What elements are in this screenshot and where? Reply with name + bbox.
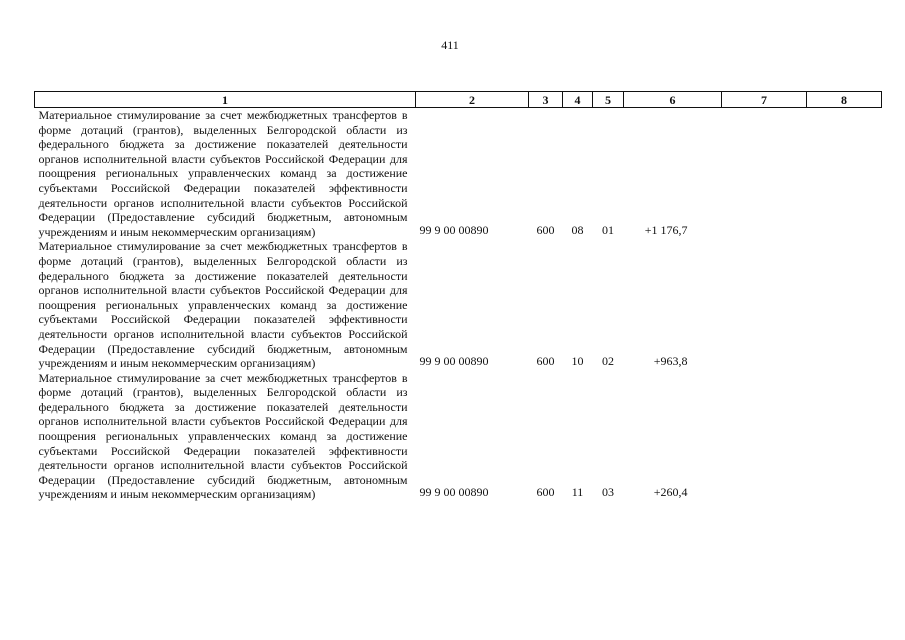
row-col3: 600: [536, 485, 555, 500]
header-row: [35, 92, 882, 108]
column-header-1: 1: [35, 92, 416, 108]
row-code: 99 9 00 00890: [419, 222, 489, 237]
column-header-5: 5: [593, 92, 624, 108]
row-col8: [807, 371, 882, 502]
column-header-7: 7: [722, 92, 807, 108]
page-number: 411: [441, 38, 459, 52]
row-col8: [807, 108, 882, 240]
table-row: [35, 108, 882, 240]
row-col8: [807, 239, 882, 370]
row-col7: [722, 239, 807, 370]
row-description: Материальное стимулирование за счет межбюджетных трансфертов в форме дотаций (грантов), выделенных Белгородской области из федерального бюджета за достижение показателей деятельности органов исполнительной власти субъектов Российской Федерации для поощрения региональных управленческих команд за достижение субъектами Российской Федерации показателей эффективности деятельности органов исполнительной власти субъектов Российской Федерации (Предоставление субсидий бюджетным, автономным учреждениям и иным некоммерческим организациям): [38, 239, 408, 371]
row-code: 99 9 00 00890: [419, 485, 489, 500]
budget-table: [34, 91, 882, 502]
row-col4: 10: [571, 354, 584, 369]
column-header-4: 4: [563, 92, 593, 108]
row-col5: 01: [602, 222, 614, 237]
row-description: Материальное стимулирование за счет межбюджетных трансфертов в форме дотаций (грантов), выделенных Белгородской области из федерального бюджета за достижение показателей деятельности органов исполнительной власти субъектов Российской Федерации для поощрения региональных управленческих команд за достижение субъектами Российской Федерации показателей эффективности деятельности органов исполнительной власти субъектов Российской Федерации (Предоставление субсидий бюджетным, автономным учреждениям и иным некоммерческим организациям): [38, 108, 408, 239]
row-amount: +963,8: [653, 354, 688, 369]
row-description: Материальное стимулирование за счет межбюджетных трансфертов в форме дотаций (грантов), выделенных Белгородской области из федерального бюджета за достижение показателей деятельности органов исполнительной власти субъектов Российской Федерации для поощрения региональных управленческих команд за достижение субъектами Российской Федерации показателей эффективности деятельности органов исполнительной власти субъектов Российской Федерации (Предоставление субсидий бюджетным, автономным учреждениям и иным некоммерческим организациям): [38, 370, 408, 502]
table-row: [35, 239, 882, 370]
row-code: 99 9 00 00890: [419, 354, 489, 369]
column-header-2: 2: [416, 92, 529, 108]
column-header-6: 6: [624, 92, 722, 108]
row-col4: 11: [571, 485, 584, 500]
table-row: [35, 371, 882, 502]
row-col3: 600: [536, 354, 555, 369]
row-col7: [722, 108, 807, 240]
row-amount: +260,4: [653, 485, 688, 500]
row-col5: 02: [602, 354, 614, 369]
row-col4: 08: [571, 222, 584, 237]
column-header-8: 8: [807, 92, 882, 108]
table-header: [35, 92, 882, 108]
row-col5: 03: [602, 485, 614, 500]
row-col3: 600: [536, 222, 555, 237]
row-amount: +1 176,7: [644, 222, 688, 237]
column-header-3: 3: [529, 92, 563, 108]
row-col7: [722, 371, 807, 502]
